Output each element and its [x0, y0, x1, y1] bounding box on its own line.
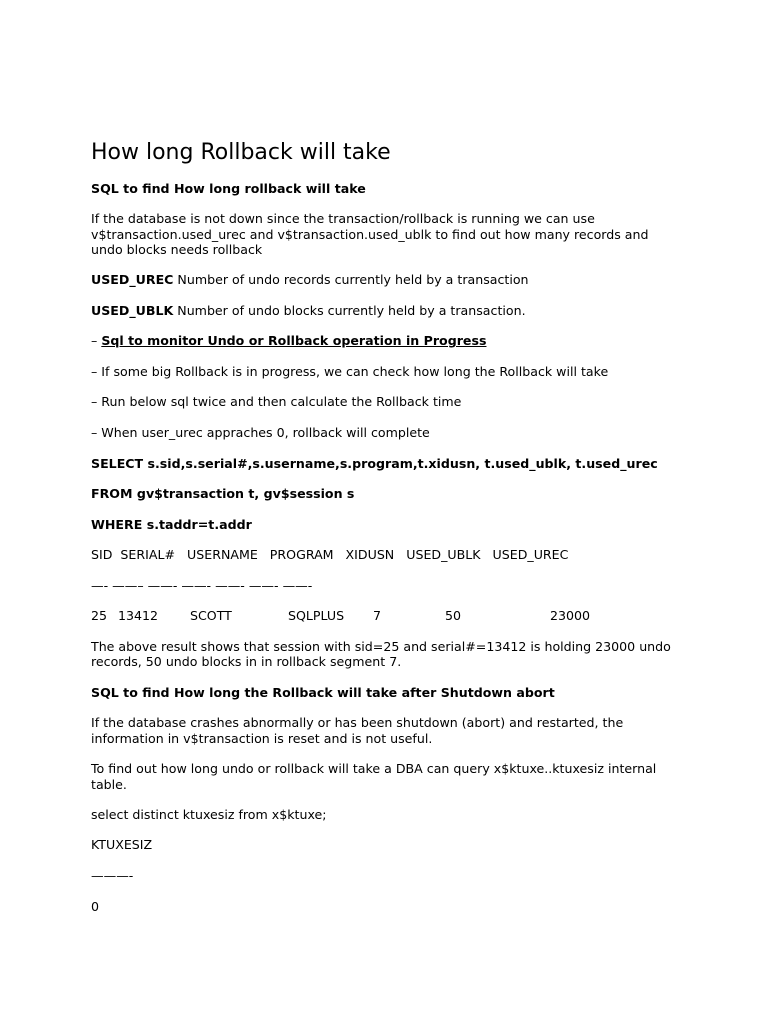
result-cell-used-ublk: 50: [445, 608, 462, 623]
paragraph-line: To find out how long undo or rollback will take a DBA can query x$ktuxe..ktuxesiz internal: [91, 761, 657, 776]
definition-used-urec: [91, 272, 691, 288]
definition-term: USED_UREC: [91, 272, 174, 287]
bullet-item: – If some big Rollback is in progress, we can check how long the Rollback will take: [91, 364, 609, 379]
sql-query-ktuxe: select distinct ktuxesiz from x$ktuxe;: [91, 807, 327, 822]
sql-where-line: WHERE s.taddr=t.addr: [91, 517, 252, 532]
section-heading-shutdown-abort: SQL to find How long the Rollback will take after Shutdown abort: [91, 685, 555, 700]
bullet-item: – Run below sql twice and then calculate the Rollback time: [91, 394, 462, 409]
result-cell-program: SQLPLUS: [288, 608, 345, 623]
document-page: [91, 0, 691, 1024]
paragraph-line: records, 50 undo blocks in in rollback segment 7.: [91, 654, 402, 669]
monitor-link[interactable]: Sql to monitor Undo or Rollback operation in Progress: [101, 333, 487, 348]
definition-term: USED_UBLK: [91, 303, 174, 318]
result-cell-sid: 25: [91, 608, 108, 623]
page-title: How long Rollback will take: [91, 140, 391, 165]
definition-text: Number of undo blocks currently held by a transaction.: [173, 303, 526, 318]
paragraph-line: v$transaction.used_urec and v$transaction.used_ublk to find out how many records and: [91, 227, 649, 242]
definition-text: Number of undo records currently held by a transaction: [173, 272, 529, 287]
dash: –: [91, 333, 102, 348]
bullet-item: – When user_urec appraches 0, rollback will complete: [91, 425, 430, 440]
result-cell-username: SCOTT: [190, 608, 232, 623]
monitor-heading: [91, 333, 691, 349]
section-heading-rollback-time: SQL to find How long rollback will take: [91, 181, 366, 196]
paragraph-line: undo blocks needs rollback: [91, 242, 263, 257]
paragraph-line: If the database is not down since the transaction/rollback is running we can use: [91, 211, 595, 226]
result-cell-xidusn: 7: [373, 608, 382, 623]
ktuxesiz-value: 0: [91, 899, 100, 914]
paragraph-line: If the database crashes abnormally or has been shutdown (abort) and restarted, the: [91, 715, 624, 730]
sql-from-line: FROM gv$transaction t, gv$session s: [91, 486, 355, 501]
paragraph-line: information in v$transaction is reset and is not useful.: [91, 731, 433, 746]
ktuxesiz-separator: ———-: [91, 868, 134, 883]
sql-select-line: SELECT s.sid,s.serial#,s.username,s.program,t.xidusn, t.used_ublk, t.used_urec: [91, 456, 658, 471]
result-cell-used-urec: 23000: [550, 608, 591, 623]
definition-used-ublk: [91, 303, 691, 319]
paragraph-line: The above result shows that session with sid=25 and serial#=13412 is holding 23000 undo: [91, 639, 671, 654]
result-separator: —- ——– ——- ——- ——- ——- ——-: [91, 578, 313, 593]
result-cell-serial: 13412: [118, 608, 159, 623]
result-header: SID SERIAL# USERNAME PROGRAM XIDUSN USED_UBLK USED_UREC: [91, 547, 569, 562]
ktuxesiz-header: KTUXESIZ: [91, 837, 153, 852]
paragraph-line: table.: [91, 777, 127, 792]
